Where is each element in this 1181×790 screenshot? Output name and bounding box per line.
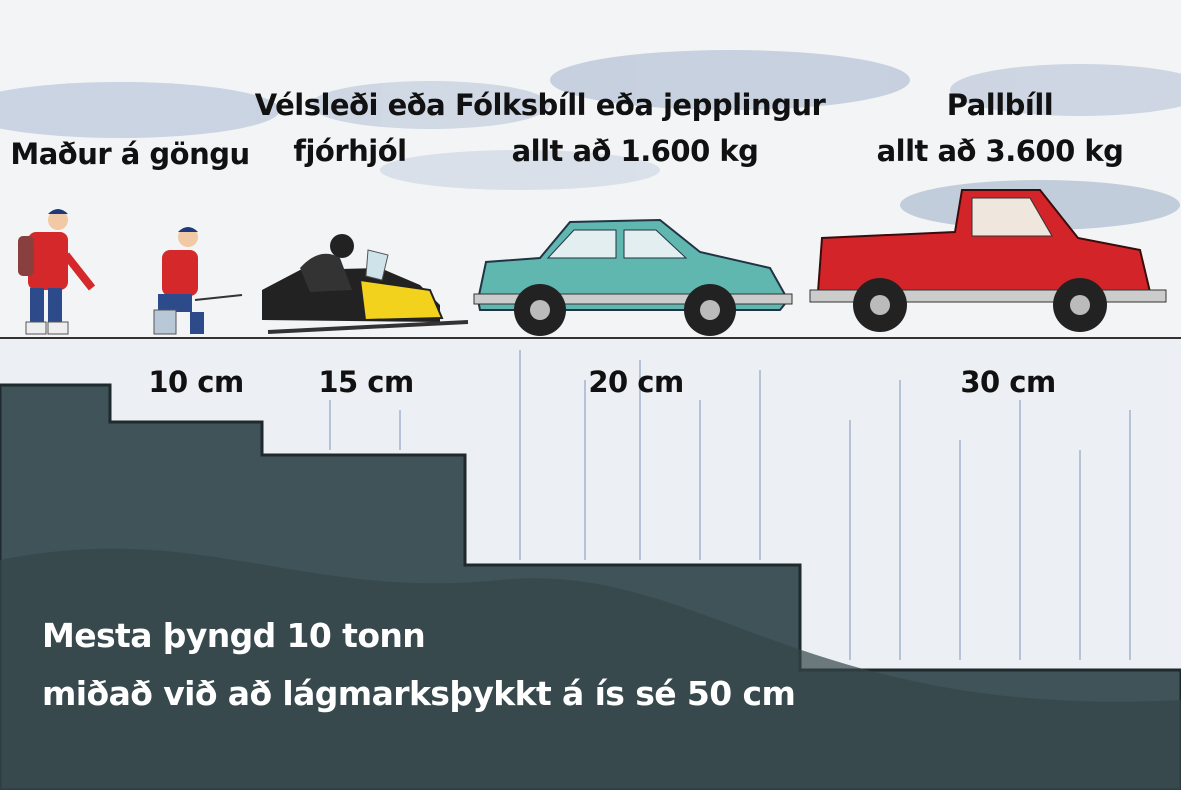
thickness-snowmobile: 15 cm (318, 365, 414, 399)
heading-walking-person: Maður á göngu (10, 137, 250, 171)
heading-car: Fólksbíll eða jepplingur allt að 1.600 kg (455, 88, 826, 168)
thickness-pickup: 30 cm (960, 365, 1056, 399)
max-weight-note: Mesta þyngd 10 tonn (42, 616, 426, 655)
heading-pickup: Pallbíll allt að 3.600 kg (876, 88, 1124, 168)
heading-snowmobile: Vélsleði eða fjórhjól (254, 88, 446, 168)
min-thickness-note: miðað við að lágmarksþykkt á ís sé 50 cm (42, 674, 796, 713)
thickness-walking: 10 cm (148, 365, 244, 399)
thickness-car: 20 cm (588, 365, 684, 399)
